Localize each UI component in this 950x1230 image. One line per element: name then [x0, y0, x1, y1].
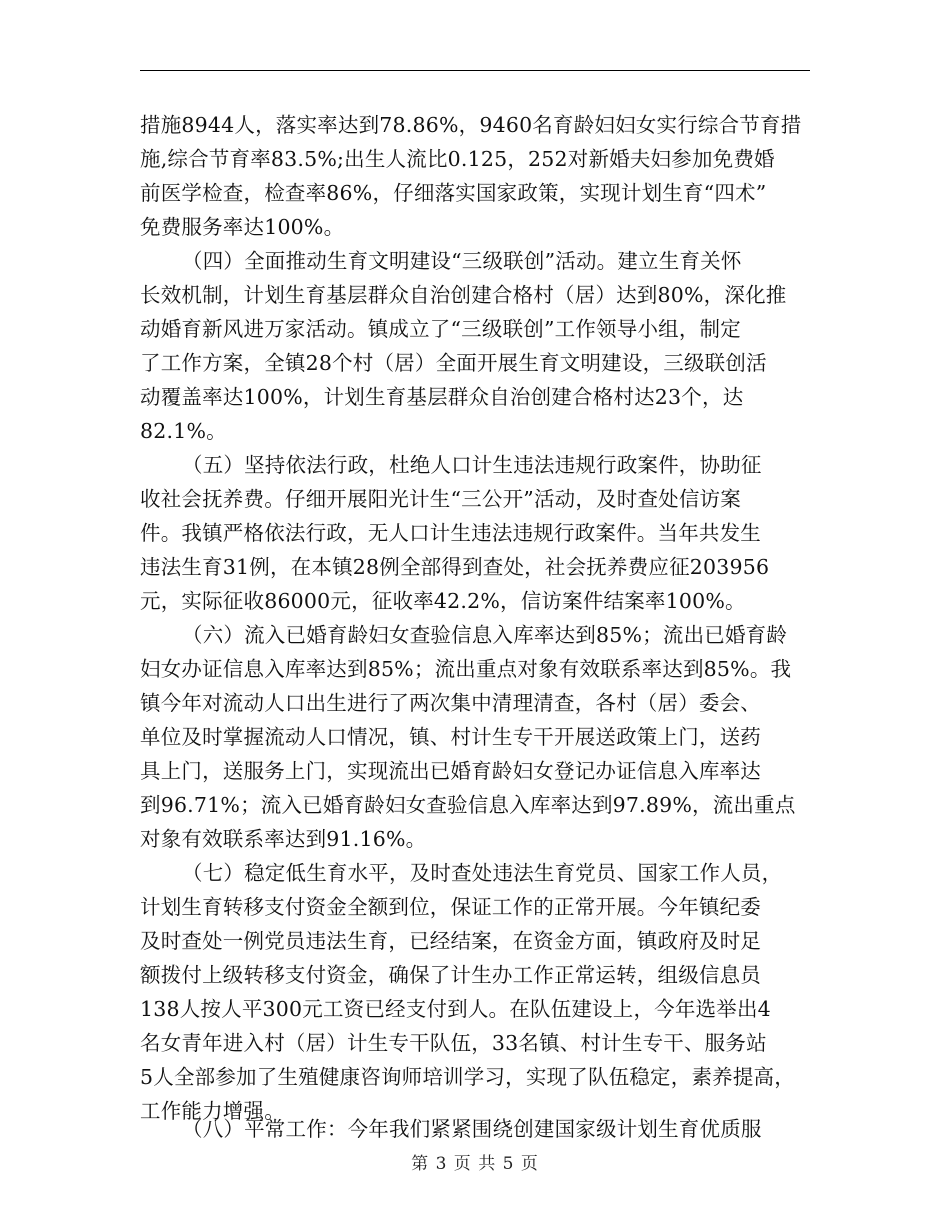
text-line: 元，实际征收86000元，征收率42.2%，信访案件结案率100%。: [140, 589, 746, 613]
text-line: 前医学检查，检查率86%，仔细落实国家政策，实现计划生育“四术”: [140, 181, 767, 205]
text-line: 具上门，送服务上门，实现流出已婚育龄妇女登记办证信息入库率达: [140, 759, 761, 783]
text-line: 长效机制，计划生育基层群众自治创建合格村（居）达到80%，深化推: [140, 283, 787, 307]
text-line: 到96.71%；流入已婚育龄妇女查验信息入库率达到97.89%，流出重点: [140, 793, 796, 817]
text-line: 施,综合节育率83.5%;出生人流比0.125，252对新婚夫妇参加免费婚: [140, 147, 775, 171]
text-line: 件。我镇严格依法行政，无人口计生违法违规行政案件。当年共发生: [140, 521, 761, 545]
paragraph-start: （六）流入已婚育龄妇女查验信息入库率达到85%；流出已婚育龄: [182, 623, 788, 647]
text-line: 138人按人平300元工资已经支付到人。在队伍建设上，今年选举出4: [140, 997, 771, 1021]
text-line: 了工作方案，全镇28个村（居）全面开展生育文明建设，三级联创活: [140, 351, 767, 375]
header-rule: [140, 70, 810, 71]
page-footer: 第 3 页 共 5 页: [411, 1154, 539, 1174]
paragraph-start: （七）稳定低生育水平，及时查处违法生育党员、国家工作人员，: [182, 861, 783, 885]
text-line: 措施8944人，落实率达到78.86%，9460名育龄妇妇女实行综合节育措: [140, 113, 802, 137]
text-line: 动覆盖率达100%，计划生育基层群众自治创建合格村达23个，达: [140, 385, 744, 409]
text-line: 违法生育31例，在本镇28例全部得到查处，社会抚养费应征203956: [140, 555, 770, 579]
paragraph-start: （八）平常工作：今年我们紧紧围绕创建国家级计划生育优质服: [182, 1117, 762, 1141]
text-line: 5人全部参加了生殖健康咨询师培训学习，实现了队伍稳定，素养提高，: [140, 1065, 795, 1089]
text-line: 计划生育转移支付资金全额到位，保证工作的正常开展。今年镇纪委: [140, 895, 761, 919]
paragraph-start: （五）坚持依法行政，杜绝人口计生违法违规行政案件，协助征: [182, 453, 762, 477]
text-line: 动婚育新风进万家活动。镇成立了“三级联创”工作领导小组，制定: [140, 317, 741, 341]
text-line: 82.1%。: [140, 419, 227, 443]
text-line: 及时查处一例党员违法生育，已经结案，在资金方面，镇政府及时足: [140, 929, 761, 953]
paragraph-start: （四）全面推动生育文明建设“三级联创”活动。建立生育关怀: [182, 249, 742, 273]
text-line: 收社会抚养费。仔细开展阳光计生“三公开”活动，及时查处信访案: [140, 487, 741, 511]
text-line: 单位及时掌握流动人口情况，镇、村计生专干开展送政策上门，送药: [140, 725, 761, 749]
text-line: 镇今年对流动人口出生进行了两次集中清理清查，各村（居）委会、: [140, 691, 761, 715]
text-line: 对象有效联系率达到91.16%。: [140, 827, 427, 851]
text-line: 名女青年进入村（居）计生专干队伍，33名镇、村计生专干、服务站: [140, 1031, 767, 1055]
text-line: 妇女办证信息入库率达到85%；流出重点对象有效联系率达到85%。我: [140, 657, 792, 681]
text-line: 免费服务率达100%。: [140, 215, 345, 239]
text-line: 工作能力增强。: [140, 1099, 285, 1123]
text-line: 额拨付上级转移支付资金，确保了计生办工作正常运转，组级信息员: [140, 963, 761, 987]
